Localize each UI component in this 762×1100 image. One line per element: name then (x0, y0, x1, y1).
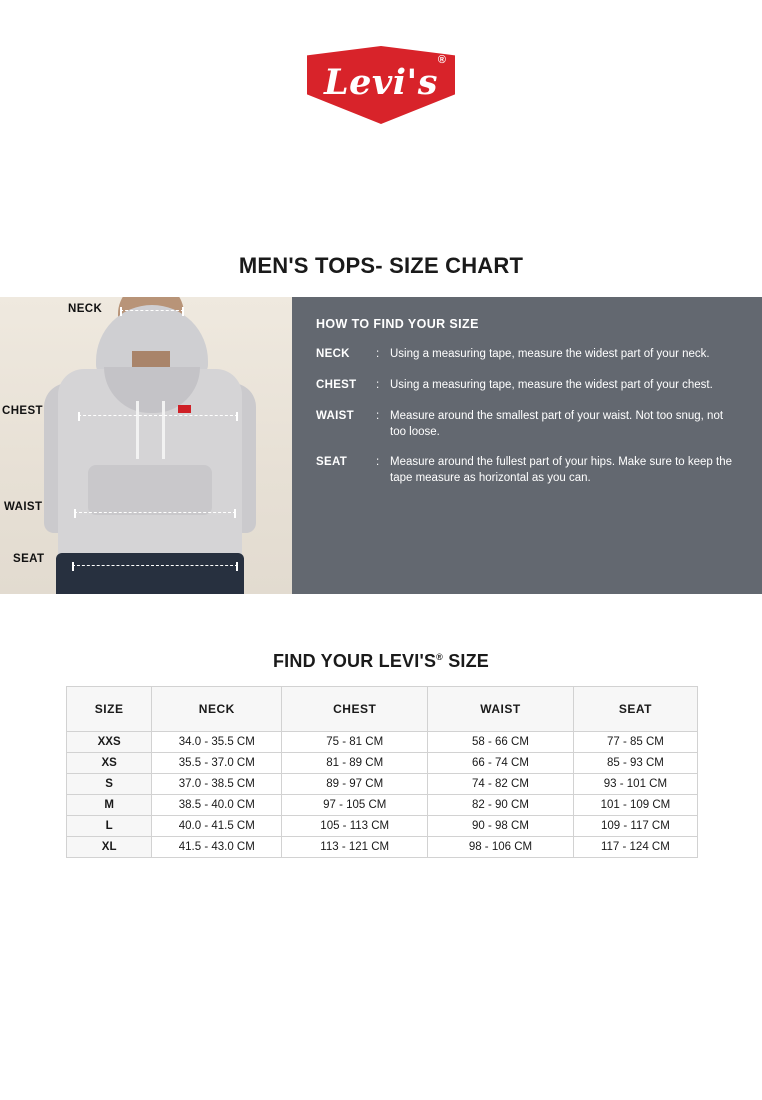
instructions-title: HOW TO FIND YOUR SIZE (316, 317, 479, 331)
cell-chest: 105 - 113 CM (282, 816, 428, 837)
line-cap-right-icon (236, 562, 238, 571)
cell-waist: 98 - 106 CM (428, 837, 574, 858)
instruction-row-neck (316, 347, 738, 363)
instruction-row-waist (316, 409, 738, 441)
line-cap-right-icon (236, 412, 238, 421)
instructions-panel (292, 297, 762, 594)
kangaroo-pocket-illustration (88, 465, 212, 515)
cell-neck: 38.5 - 40.0 CM (152, 795, 282, 816)
brand-logo (0, 46, 762, 124)
diagram-label-chest: CHEST (2, 405, 43, 417)
line-cap-right-icon (234, 509, 236, 518)
table-row (67, 837, 698, 858)
instruction-separator: : (376, 409, 380, 422)
column-header-size: SIZE (67, 687, 152, 732)
cell-seat: 85 - 93 CM (573, 753, 697, 774)
diagram-line-seat (72, 565, 238, 566)
instruction-description: Using a measuring tape, measure the widest part of your neck. (390, 348, 710, 360)
instruction-term: SEAT (316, 456, 348, 469)
instruction-description: Measure around the fullest part of your hips. Make sure to keep the tape measure as horizontal as you can. (390, 456, 732, 485)
drawstring-right-illustration (162, 401, 165, 459)
line-cap-left-icon (72, 562, 74, 571)
instruction-description: Using a measuring tape, measure the widest part of your chest. (390, 378, 713, 391)
table-row (67, 753, 698, 774)
diagram-label-waist: WAIST (4, 501, 43, 513)
line-cap-left-icon (120, 307, 122, 316)
diagram-line-neck (120, 310, 184, 311)
size-table-title-suffix: SIZE (443, 651, 490, 671)
cell-neck: 40.0 - 41.5 CM (152, 816, 282, 837)
column-header-waist: WAIST (428, 687, 574, 732)
cell-size: XXS (67, 732, 152, 753)
diagram-label-seat: SEAT (13, 553, 45, 565)
cell-chest: 89 - 97 CM (282, 774, 428, 795)
column-header-neck: NECK (152, 687, 282, 732)
line-cap-left-icon (78, 412, 80, 421)
table-row (67, 774, 698, 795)
how-to-measure-banner (0, 297, 762, 594)
cell-waist: 74 - 82 CM (428, 774, 574, 795)
table-row (67, 816, 698, 837)
instruction-term: NECK (316, 348, 350, 360)
cell-size: XS (67, 753, 152, 774)
instruction-separator: : (376, 378, 380, 391)
table-row (67, 795, 698, 816)
cell-neck: 41.5 - 43.0 CM (152, 837, 282, 858)
cell-size: L (67, 816, 152, 837)
cell-seat: 109 - 117 CM (573, 816, 697, 837)
cell-waist: 66 - 74 CM (428, 753, 574, 774)
cell-neck: 35.5 - 37.0 CM (152, 753, 282, 774)
logo-wordmark: Levi's (324, 61, 438, 103)
model-photo (0, 297, 292, 594)
cell-seat: 117 - 124 CM (573, 837, 697, 858)
line-cap-left-icon (74, 509, 76, 518)
table-row (67, 732, 698, 753)
instruction-term: CHEST (316, 378, 357, 391)
instruction-description: Measure around the smallest part of your waist. Not too snug, not too loose. (390, 409, 724, 438)
size-table-title (0, 651, 762, 672)
column-header-seat: SEAT (573, 687, 697, 732)
cell-size: XL (67, 837, 152, 858)
size-table-head (67, 687, 698, 732)
cell-chest: 81 - 89 CM (282, 753, 428, 774)
cell-chest: 113 - 121 CM (282, 837, 428, 858)
line-cap-right-icon (182, 307, 184, 316)
cell-waist: 58 - 66 CM (428, 732, 574, 753)
cell-seat: 101 - 109 CM (573, 795, 697, 816)
cell-neck: 34.0 - 35.5 CM (152, 732, 282, 753)
size-table (66, 686, 698, 858)
registered-trademark-icon: ® (437, 54, 446, 66)
cell-chest: 75 - 81 CM (282, 732, 428, 753)
cell-size: M (67, 795, 152, 816)
instruction-separator: : (376, 348, 380, 360)
diagram-line-waist (74, 512, 236, 513)
cell-chest: 97 - 105 CM (282, 795, 428, 816)
cell-seat: 77 - 85 CM (573, 732, 697, 753)
table-header-row (67, 687, 698, 732)
levis-batwing-logo (307, 46, 455, 124)
cell-waist: 90 - 98 CM (428, 816, 574, 837)
size-table-body (67, 732, 698, 858)
instruction-row-chest (316, 378, 738, 394)
registered-trademark-icon: ® (436, 652, 443, 662)
diagram-line-chest (78, 415, 238, 416)
levis-red-tab-icon (178, 405, 191, 413)
size-table-title-prefix: FIND YOUR LEVI'S (272, 651, 437, 671)
drawstring-left-illustration (136, 401, 139, 459)
jeans-illustration (56, 553, 244, 594)
cell-neck: 37.0 - 38.5 CM (152, 774, 282, 795)
cell-seat: 93 - 101 CM (573, 774, 697, 795)
instruction-row-seat (316, 455, 738, 487)
cell-waist: 82 - 90 CM (428, 795, 574, 816)
cell-size: S (67, 774, 152, 795)
instruction-term: WAIST (316, 409, 354, 422)
column-header-chest: CHEST (282, 687, 428, 732)
instruction-separator: : (376, 456, 380, 469)
page-title: MEN'S TOPS- SIZE CHART (238, 253, 524, 278)
diagram-label-neck: NECK (68, 303, 103, 315)
